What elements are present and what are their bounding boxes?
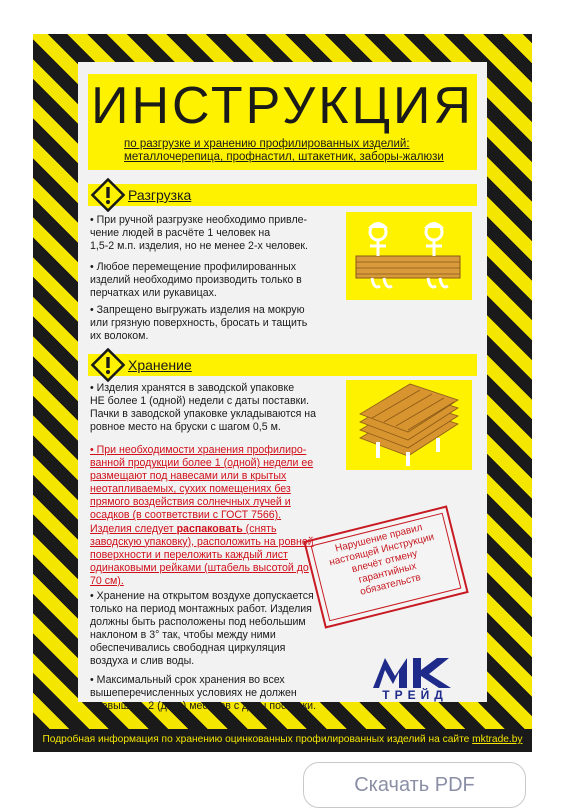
unloading-paragraph-2: • Любое перемещение профилированных изделий необходимо производить только в перчатках или рукавицах. <box>90 261 302 300</box>
poster-title: ИНСТРУКЦИЯ <box>91 77 474 135</box>
storage-red-unpack: распаковать <box>176 522 243 535</box>
poster-footer <box>33 729 532 752</box>
poster-subtitle <box>124 138 464 164</box>
subtitle-line-1: по разгрузке и хранению профилированных изделий: <box>124 138 410 150</box>
section-unloading-title: Разгрузка <box>128 187 192 203</box>
footer-site-link[interactable]: mktrade.by <box>472 734 523 745</box>
footer-text <box>33 734 532 745</box>
storage-red-text-1: • При необходимости хранения профилиро- ванной продукции более 1 (одной) недели ее размещают под навесами или в крытых неотапливаемых, сухих помещениях без прямого воздействия солнечных лучей и осадков (в соответствии с ГОСТ 7566). Изделия следует <box>90 444 314 535</box>
footer-info: Подробная информация по хранению оцинкованных профилированных изделий на сайте <box>42 734 473 745</box>
storage-paragraph-4: • Максимальный срок хранения во всех вышеперечисленных условиях не должен превышать 2 (двух) месяцев с даты поставки. <box>90 674 317 713</box>
section-unloading-header <box>88 184 477 206</box>
warning-icon <box>91 178 125 212</box>
download-pdf-label: Скачать PDF <box>354 774 475 796</box>
poster-content <box>78 62 487 713</box>
storage-red-text-2: (снять заводскую упаковку), расположить на ровной поверхности и переложить каждый лист одинаковыми рейками (штабель высотой до 70 см). <box>90 522 314 587</box>
title-banner <box>88 74 477 170</box>
mk-trade-logo <box>367 654 459 706</box>
section-storage-header <box>88 354 477 376</box>
unloading-paragraph-1: • При ручной разгрузке необходимо привле- чение людей в расчёте 1 человек на 1,5-2 м.п. изделия, но не менее 2-х человек. <box>90 214 308 253</box>
stacked-sheets-icon <box>346 380 472 470</box>
logo-text: ТРЕЙД <box>382 688 448 702</box>
stamp-text: Нарушение правил настоящей Инструкции влечёт отмену гарантийных обязательств <box>328 522 436 598</box>
unloading-illustration <box>346 212 472 300</box>
storage-paragraph-1: • Изделия хранятся в заводской упаковке НЕ более 1 (одной) недели с даты поставки. Пачки в заводской упаковке укладываются на ровное место на бруски с шагом 0,5 м. <box>90 382 317 434</box>
section-storage-title: Хранение <box>128 357 192 373</box>
download-pdf-button[interactable] <box>303 762 526 808</box>
workers-carrying-sheet-icon <box>346 212 472 300</box>
mk-logo-mark <box>367 654 459 690</box>
subtitle-line-2: металлочерепица, профнастил, штакетник, заборы-жалюзи <box>124 151 444 163</box>
unloading-paragraph-3: • Запрещено выгружать изделия на мокрую или грязную поверхность, бросать и тащить их волоком. <box>90 304 308 343</box>
warning-icon <box>91 348 125 382</box>
storage-illustration <box>346 380 472 470</box>
storage-paragraph-3: • Хранение на открытом воздухе допускается только на период монтажных работ. Изделия должны быть расположены под небольшим наклоном в 3° так, чтобы между ними обеспечивались свободная циркуляция воздуха и слив воды. <box>90 590 314 668</box>
